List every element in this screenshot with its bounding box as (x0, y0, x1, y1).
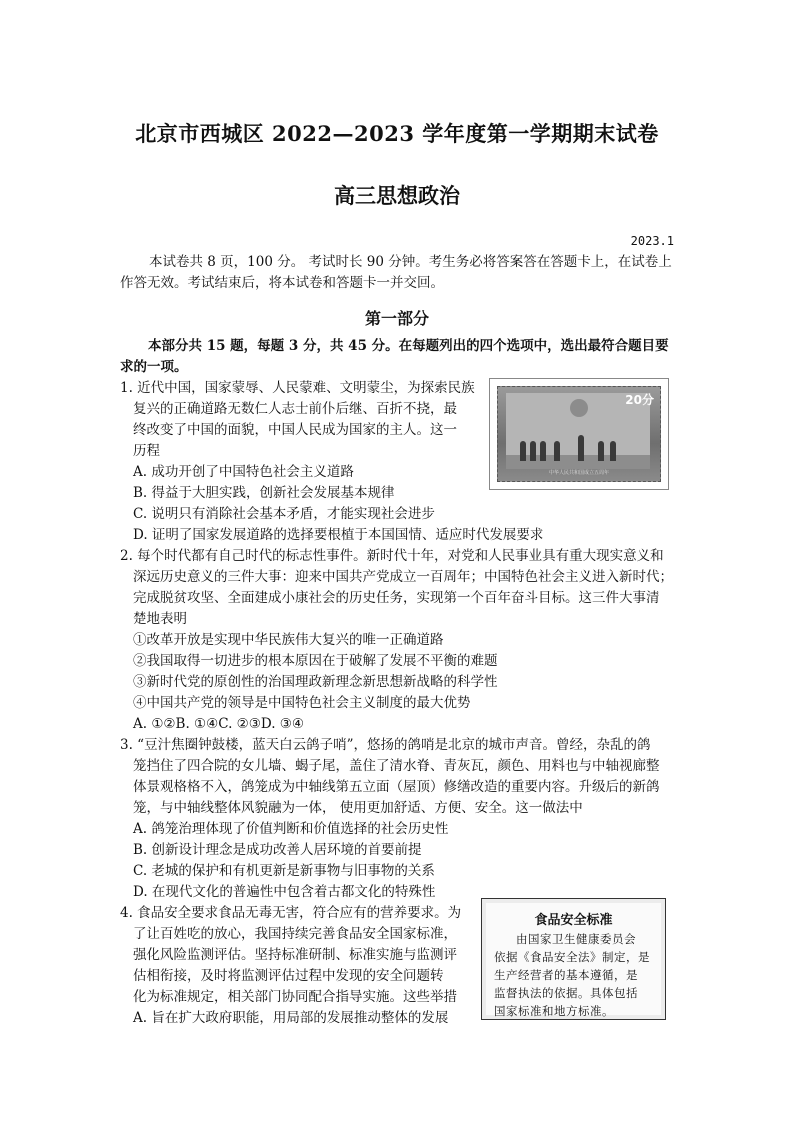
q2-stem-line: 2. 每个时代都有自己时代的标志性事件。新时代十年，对党和人民事业具有重大现实意义和 (120, 548, 664, 564)
stamp-value: 20分 (625, 393, 654, 407)
q2-item-4: ④中国共产党的领导是中国特色社会主义制度的最大优势 (133, 695, 471, 711)
q2-stem-line: 完成脱贫攻坚、全面建成小康社会的历史任务，实现第一个百年奋斗目标。这三件大事清 (133, 590, 660, 606)
q1-option-b: B. 得益于大胆实践，创新社会发展基本规律 (133, 485, 395, 501)
intro-line-1: 本试卷共 8 页，100 分。 考试时长 90 分钟。考生务必将答案答在答题卡上，在试卷上 (149, 254, 672, 270)
q3-option-b: B. 创新设计理念是成功改善人居环境的首要前提 (133, 842, 422, 858)
q1-stem-line: 1. 近代中国，国家蒙辱、人民蒙难、文明蒙尘，为探索民族 (120, 380, 475, 396)
q2-item-1: ①改革开放是实现中华民族伟大复兴的唯一正确道路 (133, 632, 444, 648)
q4-stem-line: 4. 食品安全要求食品无毒无害，符合应有的营养要求。为 (120, 905, 462, 921)
q4-stem-line: 了让百姓吃的放心，我国持续完善食品安全国家标准， (133, 926, 457, 942)
q1-stem-line: 终改变了中国的面貌，中国人民成为国家的主人。这一 (133, 422, 457, 438)
instructions-line-2: 求的一项。 (120, 359, 188, 375)
intro-line-2: 作答无效。考试结束后，将本试卷和答题卡一并交回。 (120, 275, 444, 291)
q2-item-2: ②我国取得一切进步的根本原因在于破解了发展不平衡的难题 (133, 653, 498, 669)
food-box-line: 由国家卫生健康委员会 (516, 932, 636, 946)
exam-title: 北京市西城区 2022—2023 学年度第一学期期末试卷 (135, 121, 659, 146)
exam-subject: 高三思想政治 (334, 183, 460, 208)
q4-stem-line: 强化风险监测评估。坚持标准研制、标准实施与监测评 (133, 947, 457, 963)
food-box-text (486, 928, 661, 1020)
food-box-title: 食品安全标准 (534, 913, 613, 928)
stamp-caption: 中华人民共和国成立五周年 (548, 470, 609, 476)
q3-stem-line: 3. “豆汁焦圈钟鼓楼，蓝天白云鸽子哨”，悠扬的鸽哨是北京的城市声音。曾经，杂乱的鸽 (120, 737, 651, 753)
q1-stem-line: 历程 (133, 443, 160, 459)
food-box-line: 依据《食品安全法》制定，是 (494, 950, 650, 964)
q3-stem-line: 笼挡住了四合院的女儿墙、蝎子尾，盖住了清水脊、青灰瓦，颜色、用料也与中轴视廊整 (133, 758, 660, 774)
q1-option-a: A. 成功开创了中国特色社会主义道路 (133, 464, 354, 480)
q1-stem-line: 复兴的正确道路无数仁人志士前仆后继、百折不挠，最 (133, 401, 457, 417)
q3-stem-line: 笼，与中轴线整体风貌融为一体， 使用更加舒适、方便、安全。这一做法中 (133, 800, 583, 816)
q2-stem-line: 楚地表明 (133, 611, 187, 627)
q2-options: A. ①②B. ①④C. ②③D. ③④ (133, 716, 305, 732)
q1-option-c: C. 说明只有消除社会基本矛盾，才能实现社会进步 (133, 506, 435, 522)
food-safety-standard-box (481, 898, 666, 1020)
commemorative-stamp-image (489, 378, 669, 490)
q3-stem-line: 体景观格格不入，鸽笼成为中轴线第五立面（屋顶）修缮改造的重要内容。升级后的新鸽 (133, 779, 660, 795)
q4-option-a: A. 旨在扩大政府职能，用局部的发展推动整体的发展 (133, 1010, 449, 1026)
q4-stem-line: 估相衔接，及时将监测评估过程中发现的安全问题转 (133, 968, 444, 984)
q3-option-d: D. 在现代文化的普遍性中包含着古都文化的特殊性 (133, 884, 436, 900)
q1-option-d: D. 证明了国家发展道路的选择要根植于本国国情、适应时代发展要求 (133, 527, 544, 543)
instructions-line-1: 本部分共 15 题，每题 3 分，共 45 分。在每题列出的四个选项中，选出最符合题目要 (148, 338, 669, 354)
q2-stem-line: 深远历史意义的三件大事：迎来中国共产党成立一百周年；中国特色社会主义进入新时代； (133, 569, 673, 585)
food-box-line: 监督执法的依据。具体包括 (494, 986, 638, 1000)
part-title: 第一部分 (364, 309, 429, 328)
q3-option-a: A. 鸽笼治理体现了价值判断和价值选择的社会历史性 (133, 821, 449, 837)
q2-item-3: ③新时代党的原创性的治国理政新理念新思想新战略的科学性 (133, 674, 498, 690)
food-box-line: 生产经营者的基本遵循，是 (494, 968, 638, 982)
q3-option-c: C. 老城的保护和有机更新是新事物与旧事物的关系 (133, 863, 435, 879)
food-box-line: 国家标准和地方标准。 (494, 1004, 614, 1018)
q4-stem-line: 化为标准规定，相关部门协同配合指导实施。这些举措 (133, 989, 457, 1005)
exam-date: 2023.1 (630, 234, 674, 248)
